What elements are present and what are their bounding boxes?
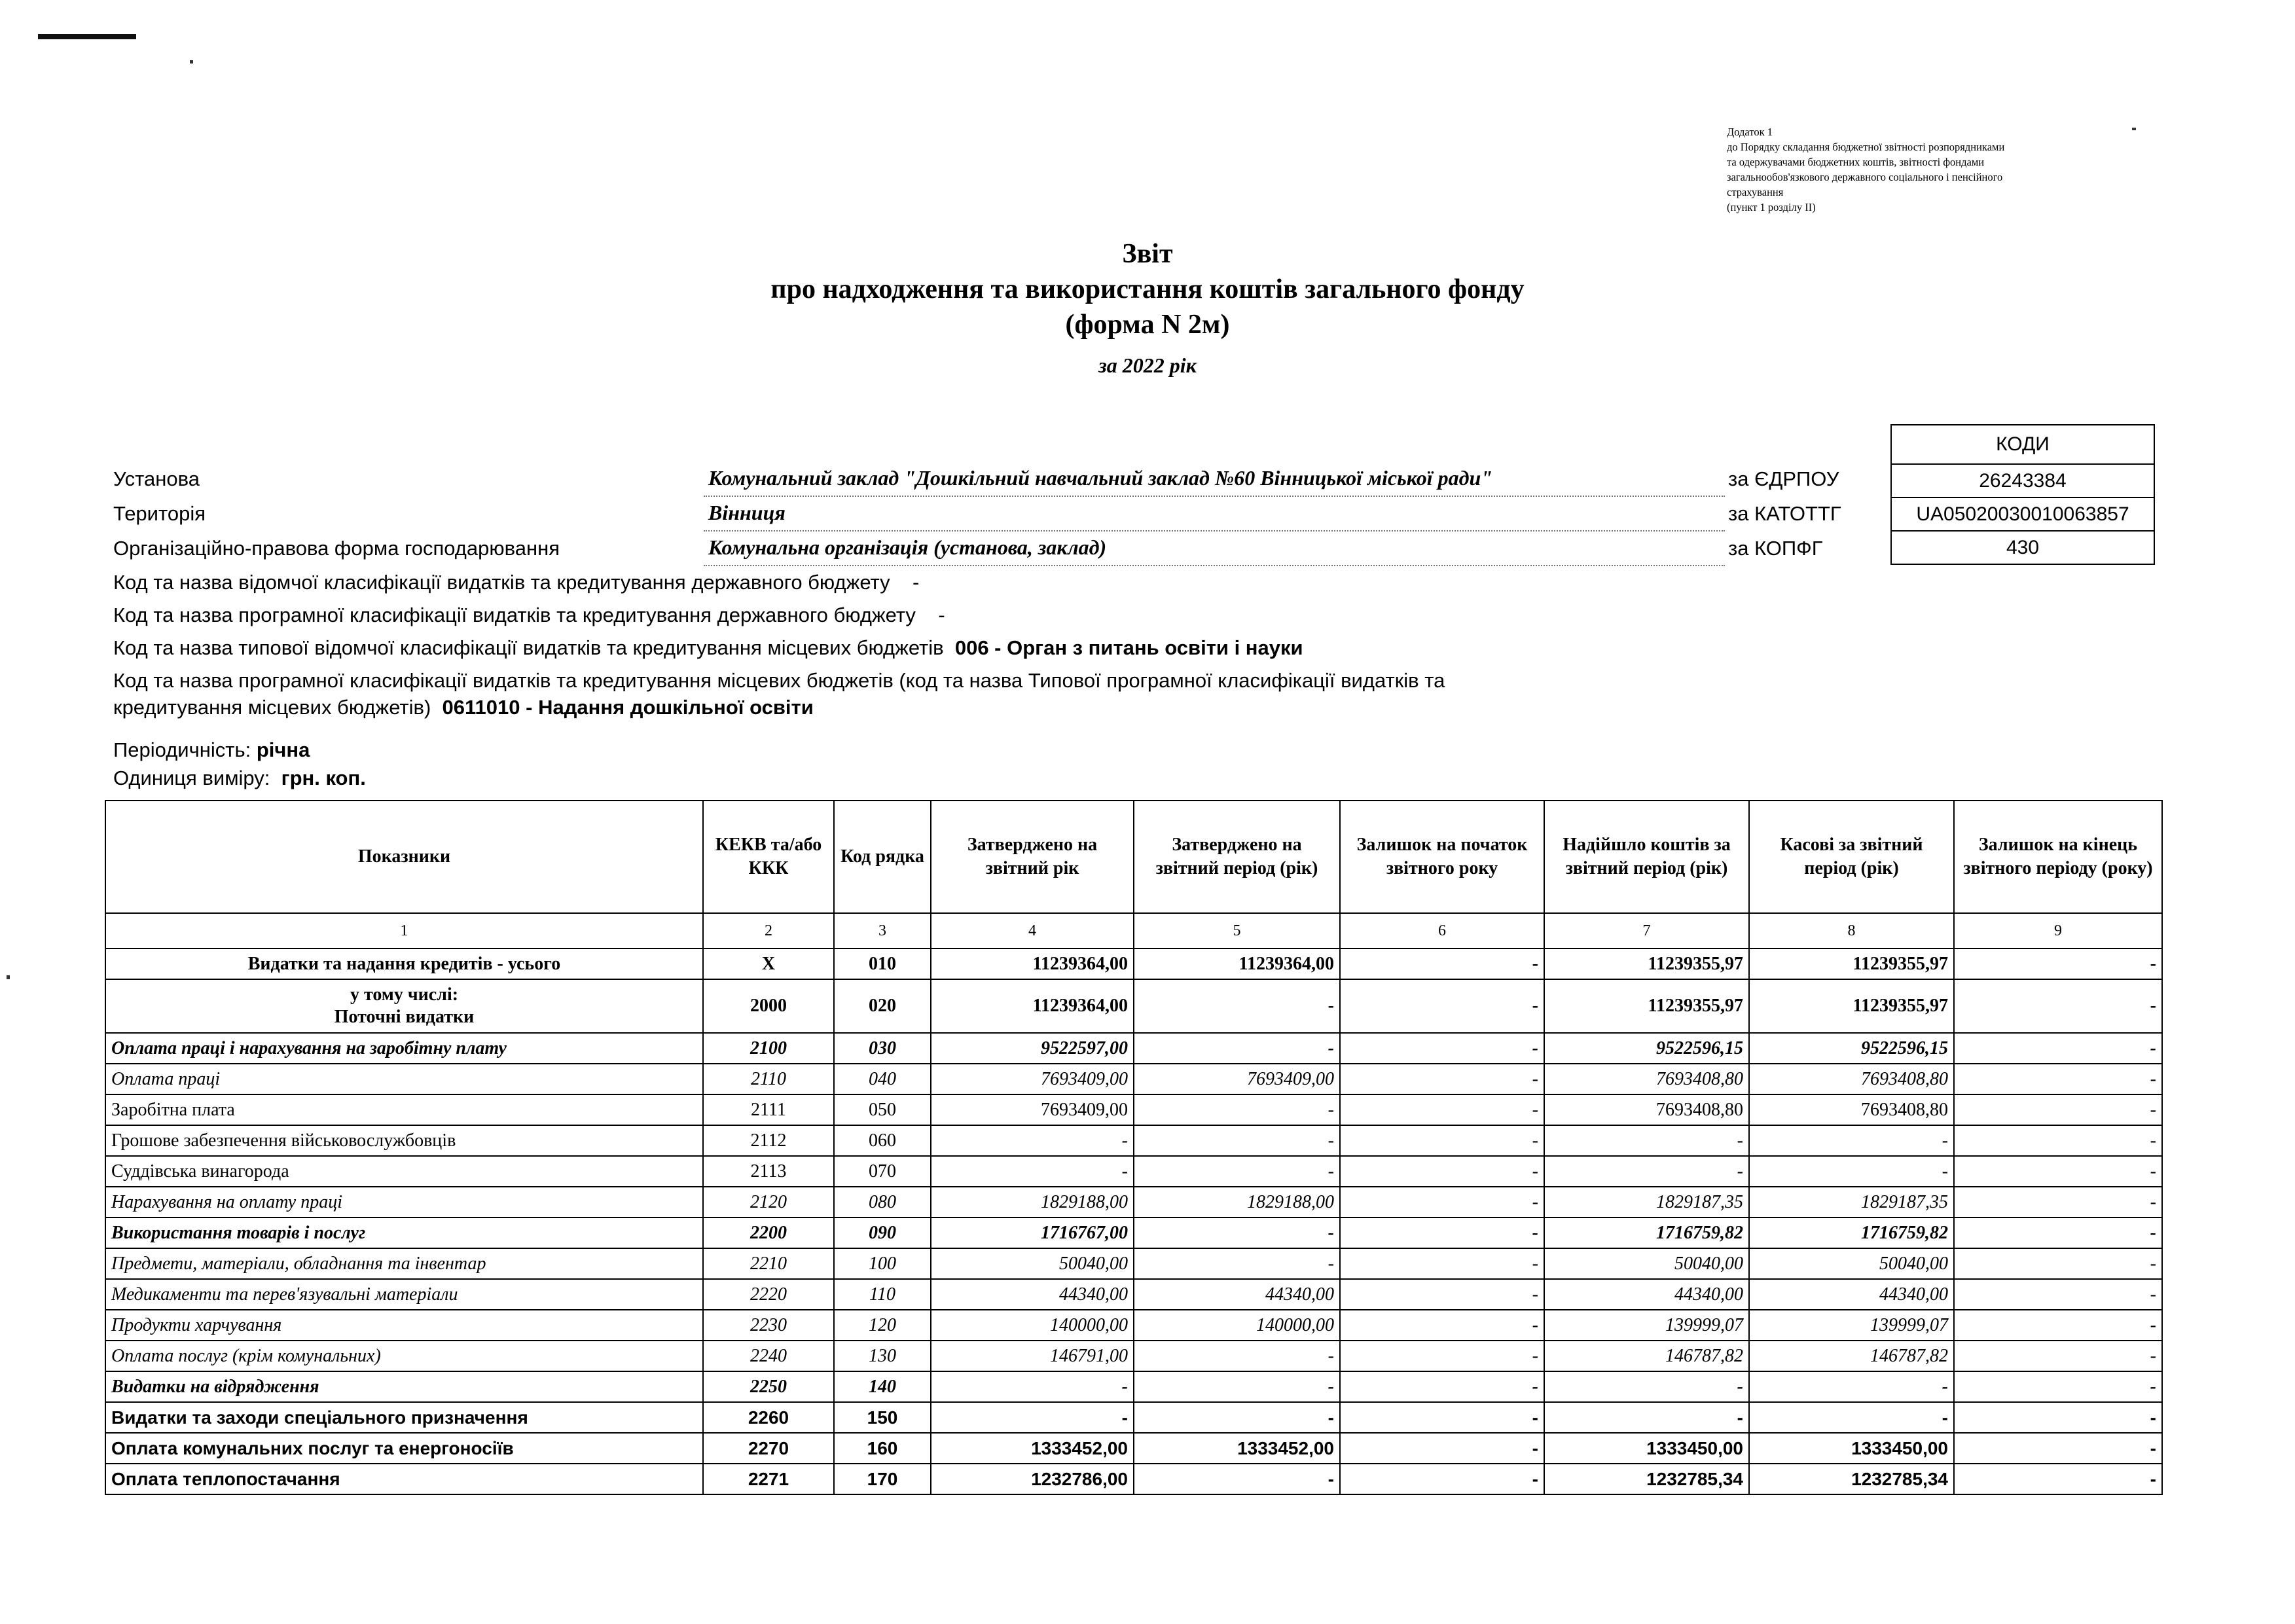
kekv-code: 2120 [703, 1187, 834, 1218]
report-subtitle: про надходження та використання коштів загального фонду [770, 274, 1525, 304]
table-row [105, 1187, 2162, 1218]
received-period: 1333450,00 [1544, 1433, 1749, 1464]
approved-year: 1333452,00 [931, 1433, 1134, 1464]
table-row [105, 1033, 2162, 1064]
row-code: 010 [834, 948, 931, 979]
balance-end: - [1954, 1433, 2162, 1464]
received-period: 7693408,80 [1544, 1064, 1749, 1094]
approved-period: 7693409,00 [1134, 1064, 1340, 1094]
header-cell: Залишок на початок звітного року [1340, 801, 1544, 913]
approved-period: 44340,00 [1134, 1279, 1340, 1310]
periodicity-value: річна [256, 738, 310, 761]
column-numbers-row [105, 913, 2162, 948]
approved-period: - [1134, 1371, 1340, 1402]
table-row [105, 1310, 2162, 1341]
katottg-label: за КАТОТТГ [1728, 502, 1841, 525]
balance-end: - [1954, 1341, 2162, 1371]
balance-start: - [1340, 1187, 1544, 1218]
table-row [105, 1156, 2162, 1187]
header-cell: Показники [105, 801, 703, 913]
approved-period: - [1134, 1033, 1340, 1064]
codes-table [1890, 424, 2155, 565]
header-cell: Касові за звітний період (рік) [1749, 801, 1954, 913]
indicator-name: Оплата праці і нарахування на заробітну плату [105, 1033, 703, 1064]
received-period: - [1544, 1156, 1749, 1187]
approved-period: - [1134, 1156, 1340, 1187]
cash-period: 7693408,80 [1749, 1064, 1954, 1094]
dept-state-label: Код та назва відомчої класифікації видатків та кредитування державного бюджету [113, 571, 890, 594]
kekv-code: 2260 [703, 1402, 834, 1433]
balance-end: - [1954, 1279, 2162, 1310]
cash-period: 44340,00 [1749, 1279, 1954, 1310]
approved-year: 44340,00 [931, 1279, 1134, 1310]
scan-mark [38, 34, 136, 39]
indicator-name: Оплата комунальних послуг та енергоносіїв [105, 1433, 703, 1464]
prog-state-value: - [938, 604, 945, 626]
balance-end: - [1954, 979, 2162, 1033]
balance-end: - [1954, 1402, 2162, 1433]
row-code: 040 [834, 1064, 931, 1094]
appendix-line: до Порядку складання бюджетної звітності розпорядниками [1727, 141, 2005, 153]
scan-speck [190, 60, 193, 63]
row-code: 080 [834, 1187, 931, 1218]
column-number: 1 [105, 913, 703, 948]
header-cell: Код рядка [834, 801, 931, 913]
periodicity-line [113, 738, 310, 762]
approved-year: 7693409,00 [931, 1064, 1134, 1094]
report-title: Звіт [1122, 239, 1173, 269]
approved-year: 140000,00 [931, 1310, 1134, 1341]
balance-start: - [1340, 1341, 1544, 1371]
dept-state-line [113, 571, 919, 594]
row-code: 120 [834, 1310, 931, 1341]
balance-end: - [1954, 1310, 2162, 1341]
balance-start: - [1340, 1094, 1544, 1125]
indicator-name: Нарахування на оплату праці [105, 1187, 703, 1218]
balance-start: - [1340, 1464, 1544, 1494]
appendix-line: та одержувачами бюджетних коштів, звітності фондами [1727, 156, 1985, 168]
indicator-name: Використання товарів і послуг [105, 1218, 703, 1248]
received-period: 1829187,35 [1544, 1187, 1749, 1218]
approved-period: 11239364,00 [1134, 948, 1340, 979]
indicator-name: Продукти харчування [105, 1310, 703, 1341]
territory-label: Територія [113, 502, 206, 525]
kekv-code: 2111 [703, 1094, 834, 1125]
approved-period: - [1134, 1218, 1340, 1248]
header-cell: Затверджено на звітний рік [931, 801, 1134, 913]
approved-period: - [1134, 1464, 1340, 1494]
indicator-name: Оплата теплопостачання [105, 1464, 703, 1494]
codes-header: КОДИ [1891, 425, 2154, 464]
balance-start: - [1340, 1033, 1544, 1064]
balance-end: - [1954, 1156, 2162, 1187]
org-form-label: Організаційно-правова форма господарювання [113, 537, 560, 560]
territory-value: Вінниця [708, 501, 786, 524]
balance-end: - [1954, 1187, 2162, 1218]
approved-year: 11239364,00 [931, 979, 1134, 1033]
dept-local-label: Код та назва типової відомчої класифікації видатків та кредитування місцевих бюджетів [113, 636, 944, 659]
appendix-line: страхування [1727, 186, 1784, 198]
cash-period: 7693408,80 [1749, 1094, 1954, 1125]
cash-period: 1232785,34 [1749, 1464, 1954, 1494]
approved-year: - [931, 1156, 1134, 1187]
balance-start: - [1340, 1156, 1544, 1187]
row-code: 030 [834, 1033, 931, 1064]
indicator-name: у тому числі: Поточні видатки [105, 979, 703, 1033]
header-cell: Залишок на кінець звітного періоду (року) [1954, 801, 2162, 913]
cash-period: 11239355,97 [1749, 979, 1954, 1033]
approved-period: 1829188,00 [1134, 1187, 1340, 1218]
dotted-line [704, 496, 1725, 497]
dotted-line [704, 565, 1725, 566]
header-cell: КЕКВ та/або ККК [703, 801, 834, 913]
appendix-line: загальнообов'язкового державного соціального і пенсійного [1727, 171, 2003, 183]
cash-period: 139999,07 [1749, 1310, 1954, 1341]
kopfg-label: за КОПФГ [1728, 537, 1823, 560]
row-code: 160 [834, 1433, 931, 1464]
approved-year: 146791,00 [931, 1341, 1134, 1371]
received-period: 11239355,97 [1544, 979, 1749, 1033]
report-period: за 2022 рік [1098, 353, 1197, 377]
column-number: 9 [1954, 913, 2162, 948]
kekv-code: 2250 [703, 1371, 834, 1402]
kopfg-code: 430 [1891, 531, 2154, 564]
indicator-name: Заробітна плата [105, 1094, 703, 1125]
edrpou-label: за ЄДРПОУ [1728, 467, 1839, 490]
approved-year: - [931, 1371, 1134, 1402]
institution-value: Комунальний заклад "Дошкільний навчальний заклад №60 Вінницької міської ради" [708, 466, 1493, 490]
balance-end: - [1954, 1464, 2162, 1494]
kekv-code: X [703, 948, 834, 979]
prog-local-line-1: Код та назва програмної класифікації видатків та кредитування місцевих бюджетів (код та назва Типової програмної класифікації видатків та [113, 669, 1445, 692]
cash-period: 1829187,35 [1749, 1187, 1954, 1218]
balance-start: - [1340, 979, 1544, 1033]
received-period: 1716759,82 [1544, 1218, 1749, 1248]
dept-state-value: - [913, 571, 920, 594]
received-period: 139999,07 [1544, 1310, 1749, 1341]
dotted-line [704, 530, 1725, 532]
approved-period: - [1134, 1248, 1340, 1279]
indicator-name: Видатки та надання кредитів - усього [105, 948, 703, 979]
table-row [105, 1094, 2162, 1125]
budget-table [105, 800, 2163, 1495]
received-period: 44340,00 [1544, 1279, 1749, 1310]
approved-year: 7693409,00 [931, 1094, 1134, 1125]
table-row [105, 1433, 2162, 1464]
received-period: - [1544, 1371, 1749, 1402]
received-period: 7693408,80 [1544, 1094, 1749, 1125]
approved-year: 1829188,00 [931, 1187, 1134, 1218]
received-period: 50040,00 [1544, 1248, 1749, 1279]
approved-year: 1716767,00 [931, 1218, 1134, 1248]
kekv-code: 2200 [703, 1218, 834, 1248]
balance-start: - [1340, 1433, 1544, 1464]
indicator-name: Медикаменти та перев'язувальні матеріали [105, 1279, 703, 1310]
cash-period: - [1749, 1125, 1954, 1156]
column-number: 3 [834, 913, 931, 948]
indicator-name: Оплата послуг (крім комунальних) [105, 1341, 703, 1371]
column-number: 8 [1749, 913, 1954, 948]
table-row [105, 979, 2162, 1033]
balance-start: - [1340, 1279, 1544, 1310]
cash-period: 11239355,97 [1749, 948, 1954, 979]
column-number: 6 [1340, 913, 1544, 948]
cash-period: 9522596,15 [1749, 1033, 1954, 1064]
unit-label: Одиниця виміру: [113, 767, 270, 789]
table-header-row [105, 801, 2162, 913]
column-number: 5 [1134, 913, 1340, 948]
approved-period: - [1134, 979, 1340, 1033]
appendix-line: Додаток 1 [1727, 126, 1773, 138]
table-row [105, 1279, 2162, 1310]
kekv-code: 2230 [703, 1310, 834, 1341]
prog-local-line-2 [113, 696, 814, 719]
row-code: 090 [834, 1218, 931, 1248]
dept-local-line [113, 636, 1303, 660]
approved-period: 1333452,00 [1134, 1433, 1340, 1464]
column-number: 2 [703, 913, 834, 948]
report-form-number: (форма N 2м) [1065, 310, 1230, 340]
balance-end: - [1954, 1125, 2162, 1156]
kekv-code: 2271 [703, 1464, 834, 1494]
column-number: 4 [931, 913, 1134, 948]
indicator-name: Оплата праці [105, 1064, 703, 1094]
column-number: 7 [1544, 913, 1749, 948]
cash-period: - [1749, 1371, 1954, 1402]
table-row [105, 1064, 2162, 1094]
row-code: 020 [834, 979, 931, 1033]
approved-period: 140000,00 [1134, 1310, 1340, 1341]
scan-speck [7, 975, 10, 979]
unit-value: грн. коп. [281, 767, 366, 789]
kekv-code: 2270 [703, 1433, 834, 1464]
received-period: 11239355,97 [1544, 948, 1749, 979]
prog-state-label: Код та назва програмної класифікації видатків та кредитування державного бюджету [113, 604, 916, 626]
kekv-code: 2210 [703, 1248, 834, 1279]
indicator-name: Грошове забезпечення військовослужбовців [105, 1125, 703, 1156]
kekv-code: 2100 [703, 1033, 834, 1064]
periodicity-label: Періодичність: [113, 738, 251, 761]
cash-period: 50040,00 [1749, 1248, 1954, 1279]
table-row [105, 1125, 2162, 1156]
row-code: 130 [834, 1341, 931, 1371]
appendix-note [1727, 124, 2152, 215]
prog-local-value: 0611010 - Надання дошкільної освіти [442, 696, 814, 719]
approved-year: - [931, 1125, 1134, 1156]
prog-local-label: кредитування місцевих бюджетів) [113, 696, 431, 719]
balance-end: - [1954, 948, 2162, 979]
header-cell: Надійшло коштів за звітний період (рік) [1544, 801, 1749, 913]
indicator-name: Видатки на відрядження [105, 1371, 703, 1402]
approved-year: 50040,00 [931, 1248, 1134, 1279]
approved-year: 11239364,00 [931, 948, 1134, 979]
balance-end: - [1954, 1064, 2162, 1094]
kekv-code: 2113 [703, 1156, 834, 1187]
cash-period: 1333450,00 [1749, 1433, 1954, 1464]
indicator-name: Видатки та заходи спеціального призначення [105, 1402, 703, 1433]
kekv-code: 2000 [703, 979, 834, 1033]
received-period: - [1544, 1402, 1749, 1433]
indicator-name: Суддівська винагорода [105, 1156, 703, 1187]
institution-label: Установа [113, 467, 200, 490]
approved-year: 1232786,00 [931, 1464, 1134, 1494]
balance-end: - [1954, 1094, 2162, 1125]
row-code: 150 [834, 1402, 931, 1433]
row-code: 140 [834, 1371, 931, 1402]
received-period: 9522596,15 [1544, 1033, 1749, 1064]
balance-start: - [1340, 948, 1544, 979]
balance-end: - [1954, 1248, 2162, 1279]
indicator-name: Предмети, матеріали, обладнання та інвентар [105, 1248, 703, 1279]
balance-start: - [1340, 1371, 1544, 1402]
cash-period: - [1749, 1156, 1954, 1187]
balance-start: - [1340, 1310, 1544, 1341]
kekv-code: 2112 [703, 1125, 834, 1156]
katottg-code: UA05020030010063857 [1891, 497, 2154, 531]
cash-period: - [1749, 1402, 1954, 1433]
cash-period: 146787,82 [1749, 1341, 1954, 1371]
row-code: 170 [834, 1464, 931, 1494]
approved-period: - [1134, 1094, 1340, 1125]
edrpou-code: 26243384 [1891, 464, 2154, 497]
balance-end: - [1954, 1371, 2162, 1402]
received-period: 146787,82 [1544, 1341, 1749, 1371]
received-period: 1232785,34 [1544, 1464, 1749, 1494]
table-row [105, 1218, 2162, 1248]
approved-period: - [1134, 1402, 1340, 1433]
balance-end: - [1954, 1218, 2162, 1248]
approved-year: 9522597,00 [931, 1033, 1134, 1064]
row-code: 060 [834, 1125, 931, 1156]
approved-period: - [1134, 1125, 1340, 1156]
unit-line [113, 767, 366, 790]
header-cell: Затверджено на звітний період (рік) [1134, 801, 1340, 913]
table-row [105, 1248, 2162, 1279]
balance-end: - [1954, 1033, 2162, 1064]
table-row [105, 948, 2162, 979]
balance-start: - [1340, 1402, 1544, 1433]
appendix-line: (пункт 1 розділу II) [1727, 201, 1816, 213]
row-code: 050 [834, 1094, 931, 1125]
table-row [105, 1402, 2162, 1433]
approved-period: - [1134, 1341, 1340, 1371]
received-period: - [1544, 1125, 1749, 1156]
table-row [105, 1341, 2162, 1371]
table-row [105, 1464, 2162, 1494]
balance-start: - [1340, 1248, 1544, 1279]
org-form-value: Комунальна організація (установа, заклад) [708, 535, 1107, 559]
row-code: 110 [834, 1279, 931, 1310]
approved-year: - [931, 1402, 1134, 1433]
table-row [105, 1371, 2162, 1402]
prog-state-line [113, 604, 945, 627]
kekv-code: 2240 [703, 1341, 834, 1371]
dept-local-value: 006 - Орган з питань освіти і науки [954, 636, 1303, 659]
balance-start: - [1340, 1218, 1544, 1248]
balance-start: - [1340, 1125, 1544, 1156]
kekv-code: 2110 [703, 1064, 834, 1094]
cash-period: 1716759,82 [1749, 1218, 1954, 1248]
kekv-code: 2220 [703, 1279, 834, 1310]
row-code: 070 [834, 1156, 931, 1187]
balance-start: - [1340, 1064, 1544, 1094]
row-code: 100 [834, 1248, 931, 1279]
